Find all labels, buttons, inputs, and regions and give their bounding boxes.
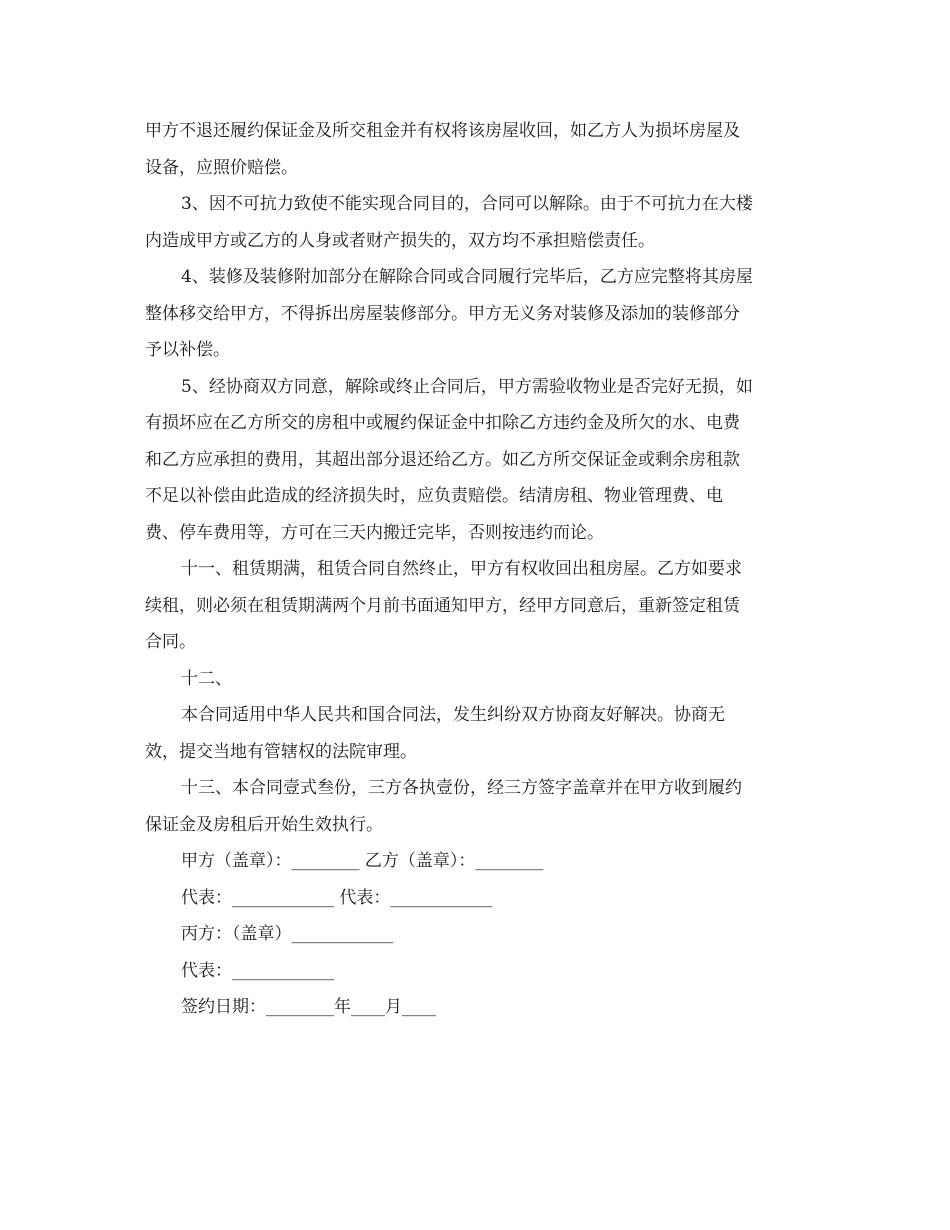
text-line: 5、经协商双方同意，解除或终止合同后，甲方需验收物业是否完好无损，如 — [181, 376, 753, 397]
text-line: 合同。 — [145, 632, 196, 652]
text-line: 内造成甲方或乙方的人身或者财产损失的，双方均不承担赔偿责任。 — [145, 230, 655, 251]
text-line: 整体移交给甲方，不得拆出房屋装修部分。甲方无义务对装修及添加的装修部分 — [145, 303, 740, 324]
text-line: 和乙方应承担的费用，其超出部分退还给乙方。如乙方所交保证金或剩余房租款 — [145, 449, 740, 470]
signature-representatives: 代表：____________ 代表：____________ — [181, 887, 493, 908]
signature-representative-c: 代表：____________ — [181, 960, 334, 981]
section-heading: 十二、 — [181, 668, 232, 689]
text-line: 有损坏应在乙方所交的房租中或履约保证金中扣除乙方违约金及所欠的水、电费 — [145, 413, 740, 433]
signature-party-c: 丙方：（盖章）____________ — [181, 924, 394, 944]
text-line: 予以补偿。 — [145, 340, 230, 360]
signing-date: 签约日期：________年____月____ — [181, 997, 436, 1017]
signature-party-a-b: 甲方（盖章）：________ 乙方（盖章）：________ — [181, 851, 544, 871]
text-line: 设备，应照价赔偿。 — [145, 157, 298, 178]
text-line: 3、因不可抗力致使不能实现合同目的，合同可以解除。由于不可抗力在大楼 — [181, 194, 753, 214]
text-line: 甲方不退还履约保证金及所交租金并有权将该房屋收回，如乙方人为损坏房屋及 — [145, 121, 740, 141]
text-line: 不足以补偿由此造成的经济损失时，应负责赔偿。结清房租、物业管理费、电 — [145, 486, 723, 506]
text-line: 十一、租赁期满，租赁合同自然终止，甲方有权收回出租房屋。乙方如要求 — [181, 559, 742, 579]
text-line: 本合同适用中华人民共和国合同法，发生纠纷双方协商友好解决。协商无 — [181, 705, 725, 725]
text-line: 费、停车费用等，方可在三天内搬迁完毕，否则按违约而论。 — [145, 522, 604, 543]
text-line: 效，提交当地有管辖权的法院审理。 — [145, 741, 417, 762]
contract-page — [145, 113, 813, 1026]
text-line: 4、装修及装修附加部分在解除合同或合同履行完毕后，乙方应完整将其房屋 — [181, 267, 753, 287]
text-line: 保证金及房租后开始生效执行。 — [145, 814, 383, 835]
text-line: 续租，则必须在租赁期满两个月前书面通知甲方，经甲方同意后，重新签定租赁 — [145, 595, 740, 616]
text-line: 十三、本合同壹式叁份，三方各执壹份，经三方签字盖章并在甲方收到履约 — [181, 778, 742, 798]
